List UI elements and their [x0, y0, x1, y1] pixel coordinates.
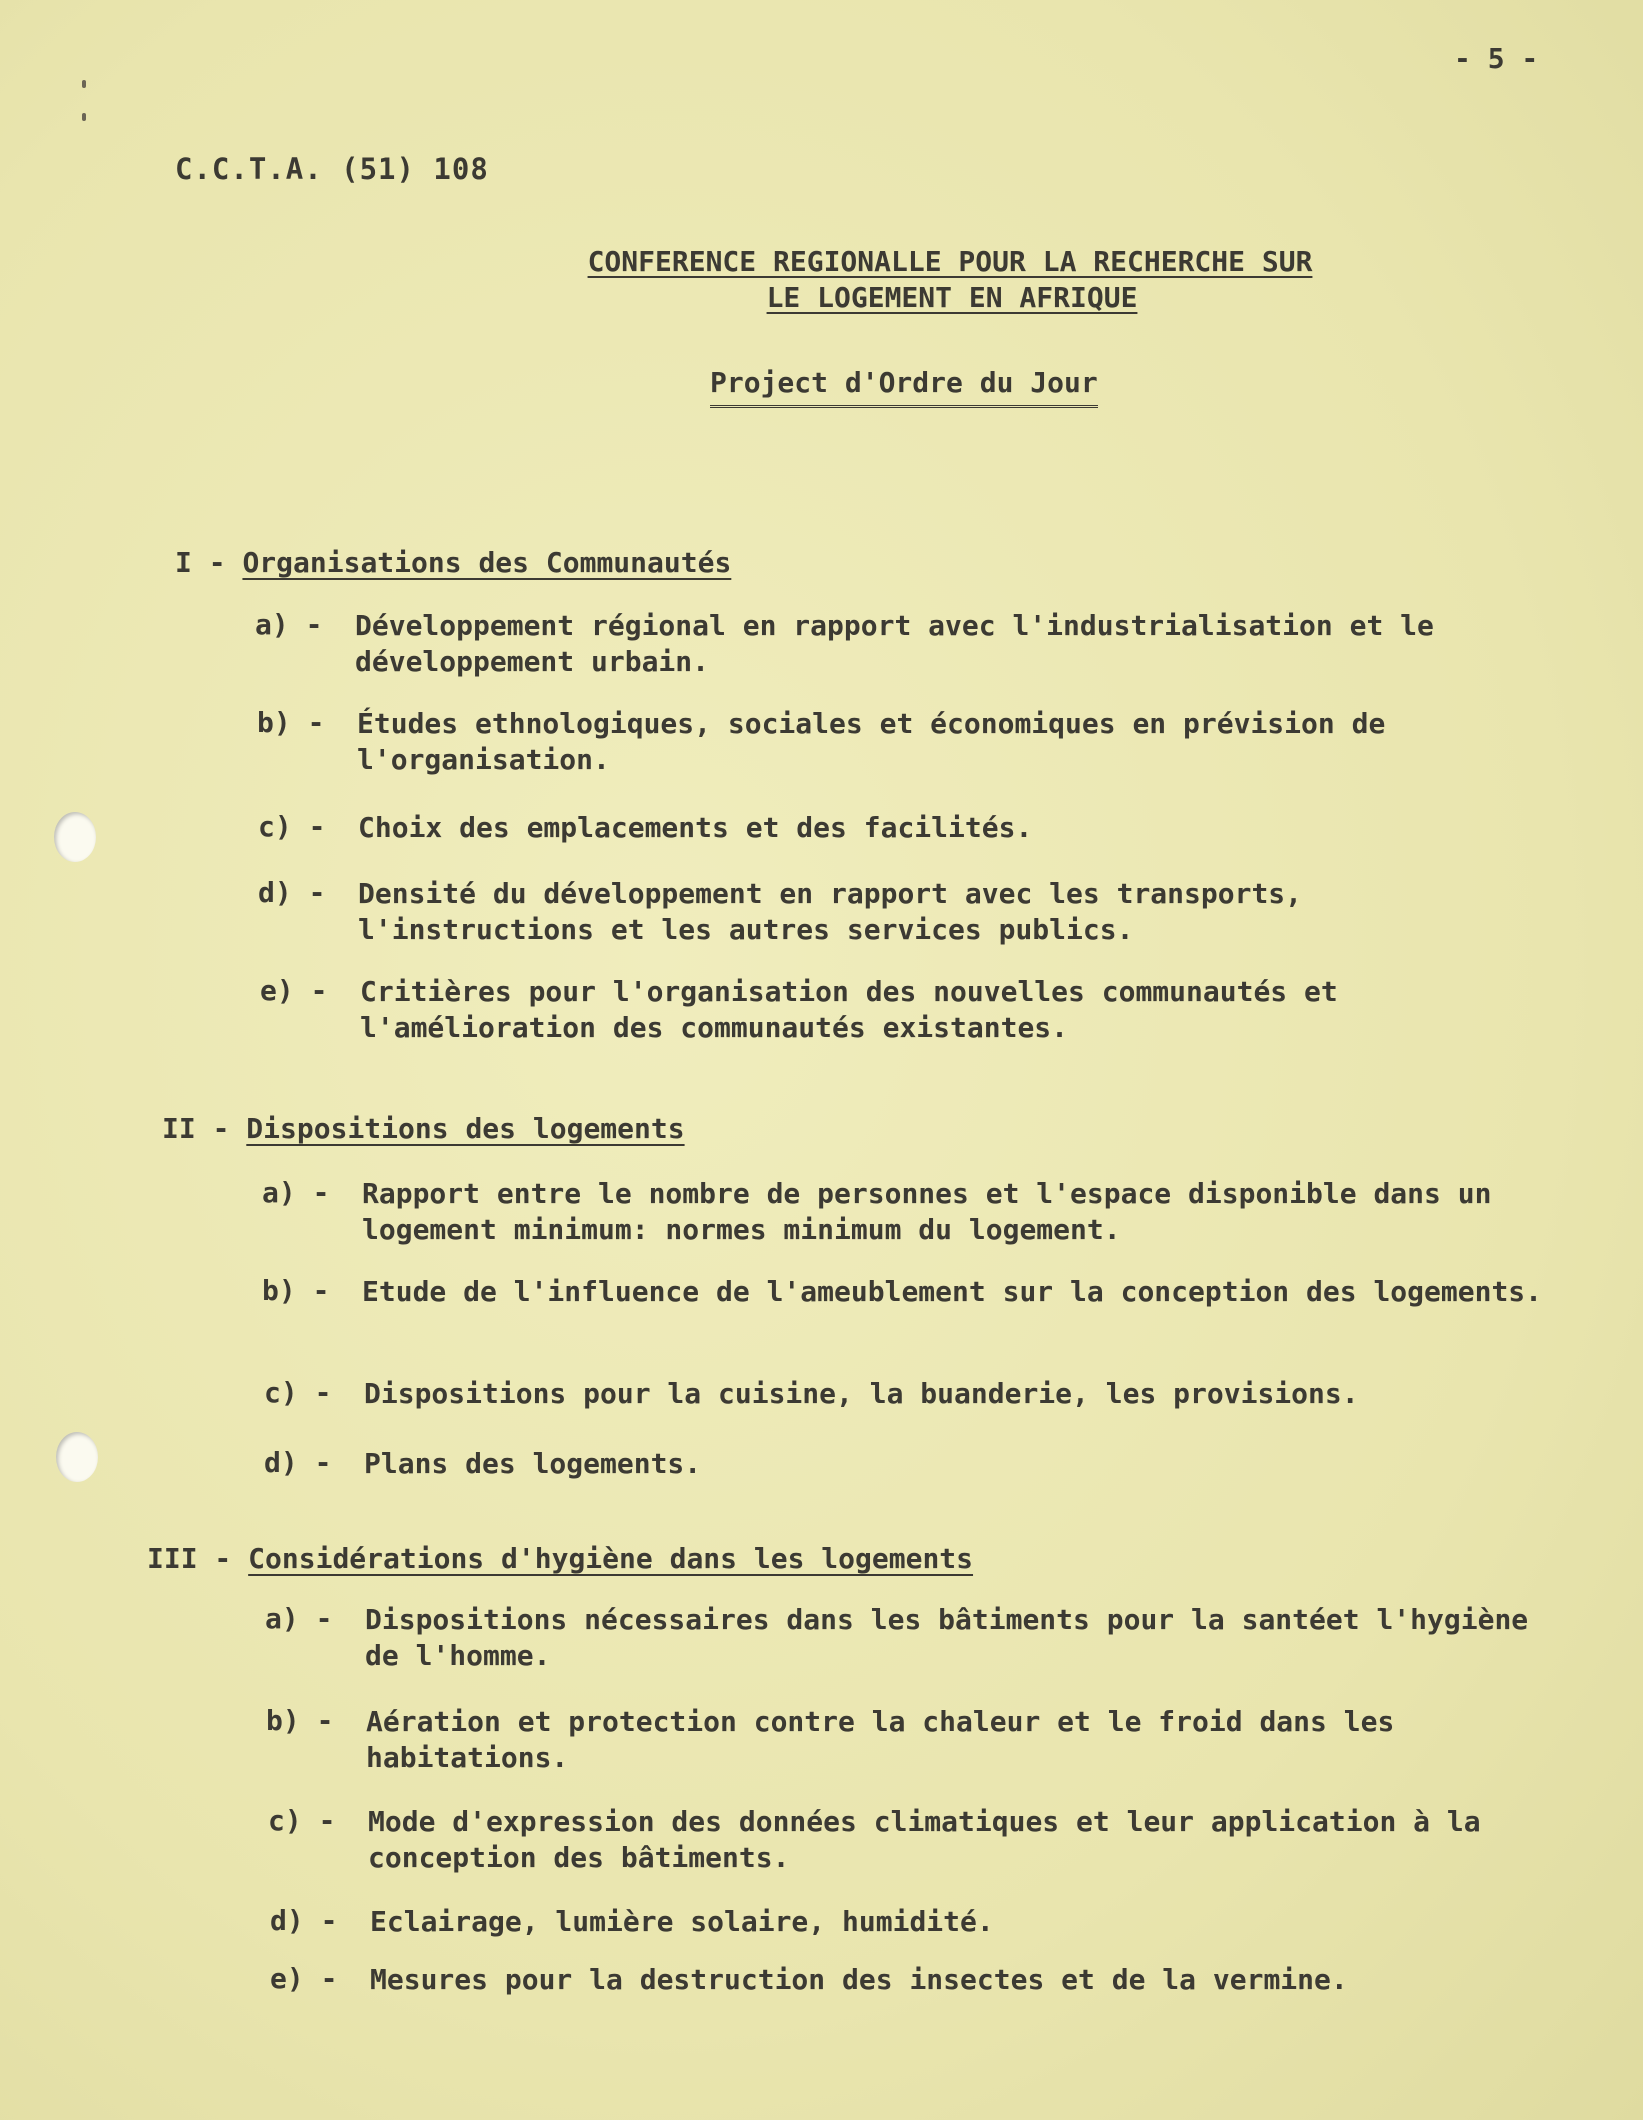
item-text: Eclairage, lumière solaire, humidité.	[370, 1905, 994, 1938]
item-text: Dispositions pour la cuisine, la buanderie, les provisions.	[364, 1377, 1359, 1410]
item-text: Dispositions nécessaires dans les bâtiments pour la santéet l'hygiène de l'homme.	[365, 1603, 1529, 1672]
section-2	[162, 1112, 685, 1145]
item-text: Rapport entre le nombre de personnes et l'espace disponible dans un logement minimum: normes minimum du logement.	[362, 1177, 1492, 1246]
item-text: Plans des logements.	[364, 1447, 702, 1480]
punch-hole-bottom	[56, 1432, 98, 1482]
margin-mark	[82, 113, 86, 121]
item-text: Densité du développement en rapport avec les transports, l'instructions et les autres services publics.	[358, 877, 1303, 946]
item-label: a) -	[265, 1602, 333, 1635]
agenda-item	[262, 1274, 1562, 1310]
agenda-item	[257, 706, 1607, 778]
item-label: a) -	[255, 608, 323, 641]
item-text: Mode d'expression des données climatiques et leur application à la conception des bâtiments.	[368, 1805, 1481, 1874]
page-number: - 5 -	[1454, 42, 1539, 75]
agenda-item	[268, 1804, 1618, 1876]
item-label: d) -	[258, 876, 326, 909]
section-numeral: III -	[147, 1542, 232, 1575]
agenda-item	[266, 1704, 1516, 1776]
item-text: Etude de l'influence de l'ameublement sur la conception des logements.	[362, 1275, 1543, 1308]
agenda-item	[258, 876, 1518, 948]
title-line-2: LE LOGEMENT EN AFRIQUE	[766, 281, 1138, 314]
section-numeral: II -	[162, 1112, 230, 1145]
item-text: Choix des emplacements et des facilités.	[358, 811, 1033, 844]
item-text: Développement régional en rapport avec l'industrialisation et le développement urbain.	[355, 609, 1434, 678]
margin-mark	[82, 80, 86, 88]
item-label: a) -	[262, 1176, 330, 1209]
agenda-item	[270, 1962, 1570, 1998]
agenda-item	[270, 1904, 1570, 1940]
item-label: c) -	[258, 810, 326, 843]
item-text: Études ethnologiques, sociales et économiques en prévision de l'organisation.	[357, 707, 1386, 776]
agenda-subtitle: Project d'Ordre du Jour	[710, 366, 1098, 408]
item-label: c) -	[264, 1376, 332, 1409]
agenda-item	[255, 608, 1605, 680]
section-heading: Considérations d'hygiène dans les logements	[248, 1542, 974, 1575]
section-heading: Dispositions des logements	[246, 1112, 685, 1145]
punch-hole-top	[54, 812, 96, 862]
item-label: b) -	[257, 706, 325, 739]
agenda-item	[264, 1446, 1564, 1482]
item-label: c) -	[268, 1804, 336, 1837]
item-label: b) -	[266, 1704, 334, 1737]
item-label: b) -	[262, 1274, 330, 1307]
section-3	[147, 1542, 973, 1575]
agenda-item	[262, 1176, 1562, 1248]
document-reference: C.C.T.A. (51) 108	[175, 152, 489, 186]
title-line-1: CONFERENCE REGIONALLE POUR LA RECHERCHE SUR	[587, 245, 1313, 278]
agenda-item	[264, 1376, 1584, 1412]
agenda-item	[265, 1602, 1575, 1674]
item-label: e) -	[270, 1962, 338, 1995]
item-text: Critières pour l'organisation des nouvelles communautés et l'amélioration des communautés existantes.	[360, 975, 1338, 1044]
item-text: Aération et protection contre la chaleur et le froid dans les habitations.	[366, 1705, 1395, 1774]
agenda-item	[258, 810, 1608, 846]
section-heading: Organisations des Communautés	[242, 546, 732, 579]
item-label: d) -	[270, 1904, 338, 1937]
item-label: d) -	[264, 1446, 332, 1479]
document-title	[500, 244, 1400, 280]
item-text: Mesures pour la destruction des insectes et de la vermine.	[370, 1963, 1348, 1996]
item-label: e) -	[260, 974, 328, 1007]
document-title-continued	[502, 280, 1402, 316]
section-numeral: I -	[175, 546, 226, 579]
agenda-item	[260, 974, 1480, 1046]
section-1	[175, 546, 731, 579]
